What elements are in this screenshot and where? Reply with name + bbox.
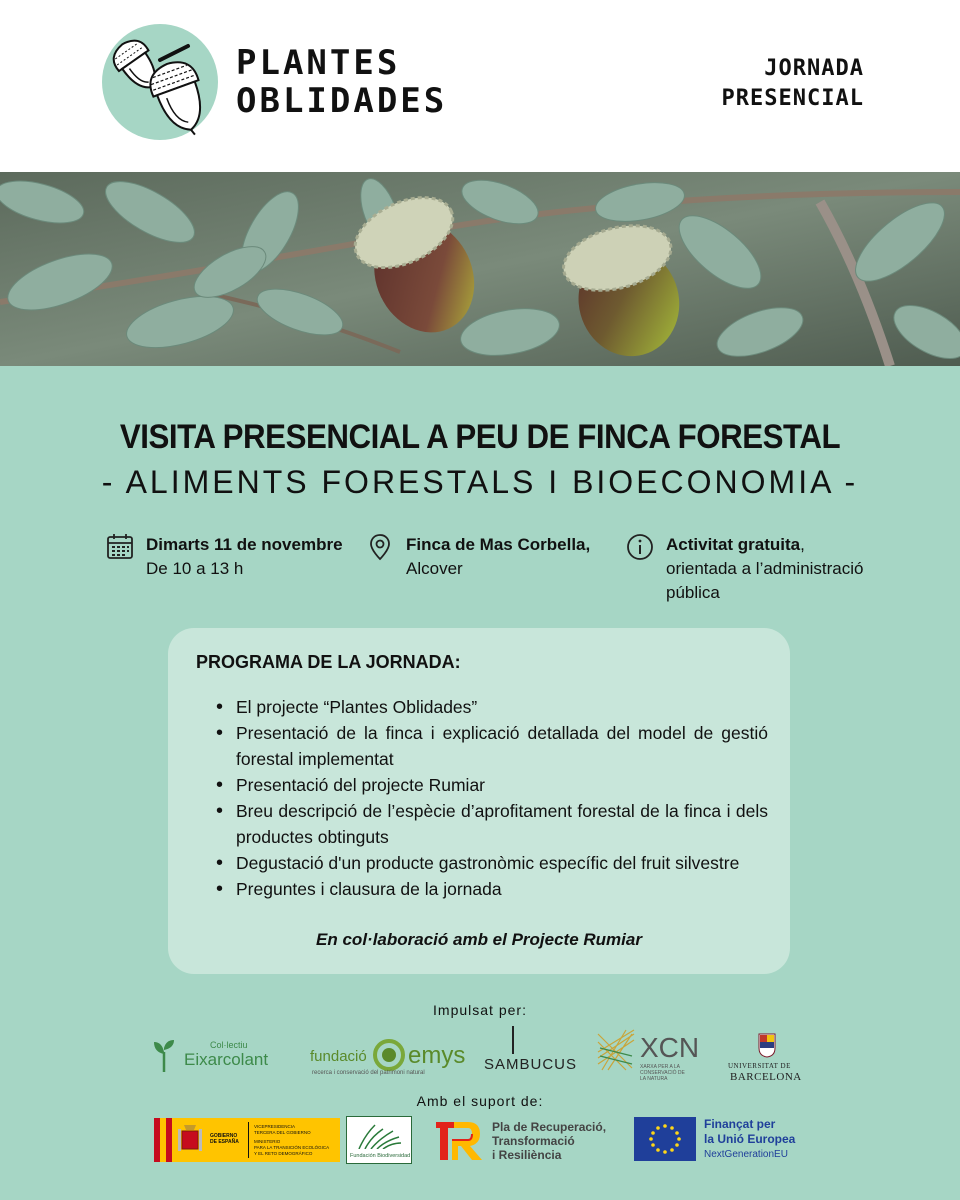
- event-subtitle: - ALIMENTS FORESTALS I BIOECONOMIA -: [101, 464, 859, 500]
- logo-plan-recuperacion: [428, 1116, 624, 1164]
- prtr-line-2: Transformació: [492, 1134, 575, 1148]
- program-title: PROGRAMA DE LA JORNADA:: [196, 652, 461, 672]
- logo-universitat-barcelona: [728, 1032, 808, 1084]
- event-type: [722, 54, 864, 114]
- info-location-town: Alcover: [406, 559, 463, 578]
- info-location: [406, 533, 590, 581]
- impulsat-label: Impulsat per:: [433, 1002, 527, 1018]
- gob-line-2: DE ESPAÑA: [210, 1139, 239, 1145]
- logo-fundacio-emys: [310, 1036, 466, 1080]
- brand-name: [236, 44, 447, 120]
- gob-divider: [248, 1122, 249, 1158]
- sprout-icon: [152, 1038, 176, 1072]
- event-title: VISITA PRESENCIAL A PEU DE FINCA FORESTAL: [119, 418, 841, 456]
- emys-turtle-icon: [372, 1038, 406, 1072]
- logo-xcn: [596, 1028, 706, 1084]
- emys-name: emys: [408, 1042, 466, 1069]
- xcn-name: XCN: [640, 1032, 700, 1063]
- prtr-line-1: Pla de Recuperació,: [492, 1120, 607, 1134]
- event-type-line-1: JORNADA: [764, 56, 864, 81]
- xcn-tagline-2: CONSERVACIÓ DE: [640, 1070, 685, 1076]
- eixarcolant-small: Col·lectiu: [210, 1040, 248, 1050]
- program-card: [168, 628, 790, 974]
- spain-flag-red-2: [166, 1118, 172, 1162]
- acorn-photo: [0, 172, 960, 366]
- xcn-mesh-icon: [596, 1028, 636, 1072]
- eu-line-2: la Unió Europea: [704, 1132, 796, 1146]
- acorn-icon: [102, 24, 218, 140]
- info-activity-line-3: pública: [666, 583, 720, 602]
- location-pin-icon: [366, 533, 394, 561]
- gob-min-3: Y EL RETO DEMOGRÁFICO: [254, 1151, 313, 1156]
- acorn-photo-illustration: [0, 172, 960, 366]
- prtr-line-3: i Resiliència: [492, 1148, 562, 1162]
- ub-shield-icon: [758, 1032, 776, 1058]
- info-activity-line-2: orientada a l’administració: [666, 559, 864, 578]
- brand-line-1: PLANTES: [236, 43, 401, 83]
- emys-tagline: recerca i conservació del patrimoni natural: [312, 1070, 425, 1076]
- prtr-mark-icon: [428, 1116, 484, 1162]
- eixarcolant-name: Eixarcolant: [184, 1050, 269, 1069]
- gob-min-2: PARA LA TRANSICIÓN ECOLÓGICA: [254, 1145, 330, 1150]
- list-item: • Presentació de la finca i explicació detallada del model de gestió forestal implementat: [216, 720, 768, 772]
- calendar-icon: [106, 533, 134, 561]
- emys-prefix: fundació: [310, 1048, 367, 1065]
- program-list: [216, 694, 768, 902]
- list-item: • Breu descripció de l’espècie d’aprofitament forestal de la finca i dels productes obtinguts: [216, 798, 768, 850]
- event-type-line-2: PRESENCIAL: [721, 86, 864, 111]
- spain-coat-of-arms-icon: [176, 1123, 204, 1157]
- ub-line-2: BARCELONA: [730, 1071, 802, 1083]
- logo-fundacion-biodiversidad: [346, 1116, 412, 1164]
- collaboration-note: En col·laboració amb el Projecte Rumiar: [316, 930, 642, 949]
- list-item: • Preguntes i clausura de la jornada: [216, 876, 768, 902]
- header: [0, 0, 960, 172]
- logo-eixarcolant: [152, 1036, 282, 1076]
- info-icon: [626, 533, 654, 561]
- info-activity: [666, 533, 864, 605]
- gob-line-1: GOBIERNO: [210, 1133, 238, 1139]
- info-location-bold: Finca de Mas Corbella,: [406, 535, 591, 554]
- list-item: • Presentació del projecte Rumiar: [216, 772, 768, 798]
- xcn-tagline-3: LA NATURA: [640, 1076, 668, 1082]
- logo-sambucus: [482, 1026, 578, 1076]
- eu-flag-icon: [634, 1117, 696, 1161]
- grass-icon: [355, 1121, 403, 1149]
- gob-vice-2: TERCERA DEL GOBIERNO: [254, 1130, 311, 1135]
- list-item: • El projecte “Plantes Oblidades”: [216, 694, 768, 720]
- info-activity-bold: Activitat gratuita: [666, 535, 801, 554]
- xcn-tagline-1: XARXA PER A LA: [640, 1064, 681, 1070]
- biodiversidad-name: Fundación Biodiversidad: [350, 1153, 411, 1159]
- suport-label: Amb el suport de:: [416, 1093, 544, 1109]
- info-date: [146, 533, 343, 581]
- logo-eu-next-generation: [634, 1117, 814, 1163]
- brand-line-2: OBLIDADES: [236, 81, 448, 121]
- list-item: • Degustació d'un producte gastronòmic específic del fruit silvestre: [216, 850, 768, 876]
- gob-min-1: MINISTERIO: [254, 1139, 281, 1144]
- sambucus-name: SAMBUCUS: [484, 1056, 578, 1073]
- ub-line-1: UNIVERSITAT DE: [728, 1062, 791, 1070]
- gob-vice-1: VICEPRESIDENCIA: [254, 1124, 296, 1129]
- eu-line-3: NextGenerationEU: [704, 1149, 788, 1160]
- info-activity-comma: ,: [800, 535, 805, 554]
- info-date-time: De 10 a 13 h: [146, 559, 244, 578]
- eu-line-1: Finançat per: [704, 1117, 776, 1131]
- brand-logo: [102, 24, 218, 140]
- info-date-bold: Dimarts 11 de novembre: [146, 535, 343, 554]
- sambucus-line: [512, 1026, 514, 1054]
- logo-gobierno-espana: [154, 1118, 340, 1162]
